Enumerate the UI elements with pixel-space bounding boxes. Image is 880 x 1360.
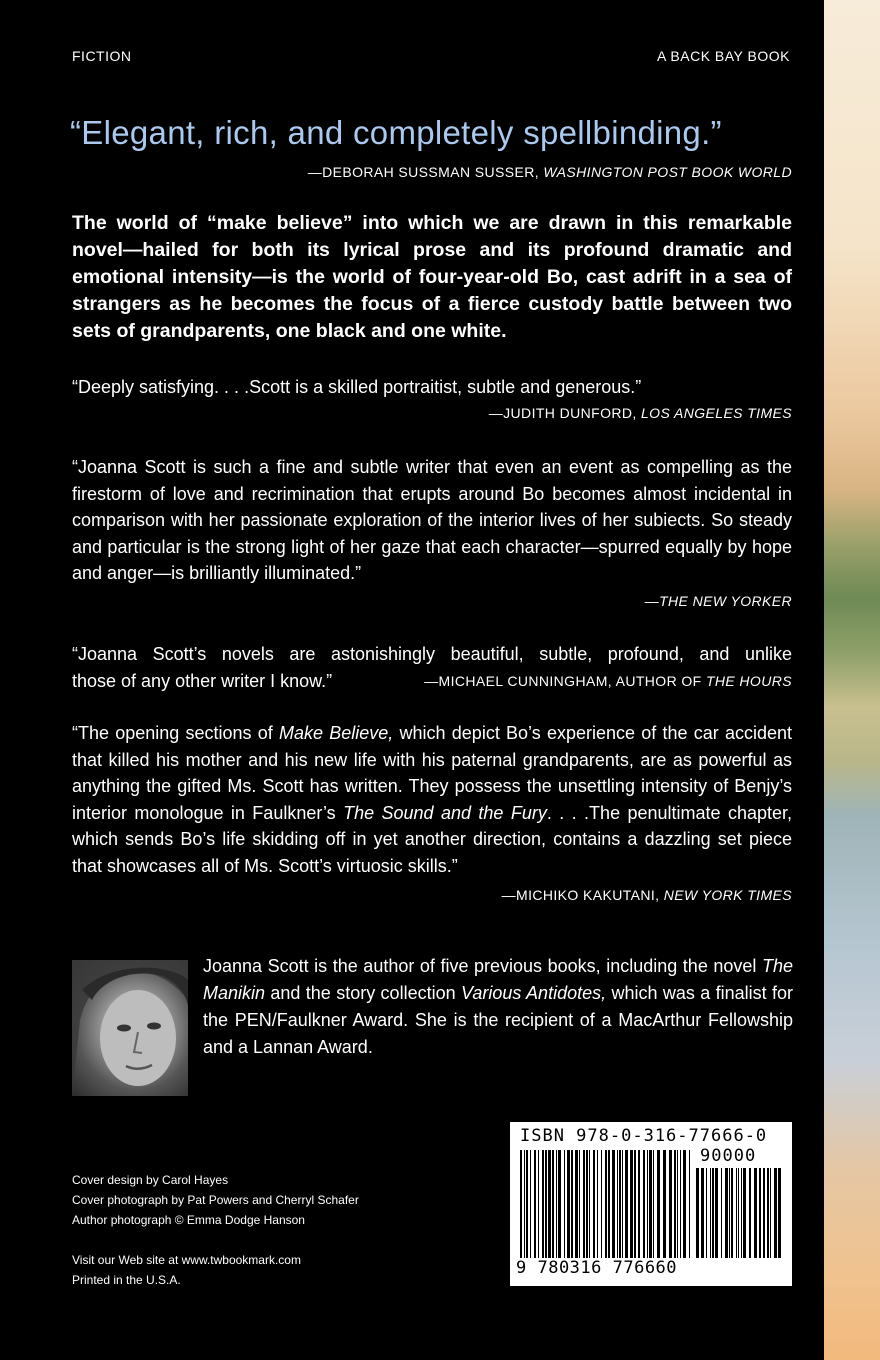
review-attribution-4: —MICHIKO KAKUTANI, NEW YORK TIMES	[501, 887, 792, 903]
barcode-digits: 9 780316 776660	[516, 1258, 678, 1278]
price-code: 90000	[700, 1146, 757, 1166]
price-barcode-bars	[696, 1168, 784, 1258]
review-quote-4: “The opening sections of Make Believe, which depict Bo’s experience of the car accident that killed his mother and his new life with his paternal grandparents, are as powerful as anything the gifted Ms. Scott has written. They possess the unsettling intensity of Benjy’s interior monologue in Faulkner’s The Sound and the Fury. . . .The penultimate chapter, which sends Bo’s life skidding off in yet another direction, contains a dazzling set piece that showcases all of Ms. Scott’s virtuosic skills.”	[72, 723, 793, 876]
ean-barcode-bars	[520, 1150, 694, 1258]
publisher-info	[72, 1250, 301, 1290]
cover-design-credit: Cover design by Carol Hayes	[72, 1173, 229, 1187]
cover-photo-credit: Cover photograph by Pat Powers and Cherryl Schafer	[72, 1193, 359, 1207]
publisher-label: A BACK BAY BOOK	[656, 48, 790, 64]
book-description: The world of “make believe” into which we are drawn in this remarkable novel—hailed for both its lyrical prose and its profound dramatic and emotional intensity—is the world of four-year-old Bo, cast adrift in a sea of strangers as he becomes the focus of a fierce custody battle between two sets of grandparents, one black and one white.	[72, 212, 792, 342]
photo-credits	[72, 1170, 359, 1230]
headline-attribution: —DEBORAH SUSSMAN SUSSER, WASHINGTON POST BOOK WORLD	[307, 164, 792, 180]
headline-quote: “Elegant, rich, and completely spellbinding.”	[70, 114, 722, 151]
website-link[interactable]: Visit our Web site at www.twbookmark.com	[72, 1253, 301, 1267]
review-quote-3-line2: those of any other writer I know.”	[72, 670, 333, 691]
author-photo-credit: Author photograph © Emma Dodge Hanson	[72, 1213, 305, 1227]
review-quote-2: “Joanna Scott is such a fine and subtle writer that even an event as compelling as the firestorm of love and recrimination that erupts around Bo becomes almost incidental in comparison with her passionate exploration of the interior lives of her subiects. So steady and particular is the strong light of her gaze that each character—spurred equally by hope and anger—is brilliantly illuminated.”	[72, 457, 792, 583]
author-photo	[72, 960, 188, 1096]
cover-spine-photo	[824, 0, 880, 1360]
isbn-number: ISBN 978-0-316-77666-0	[520, 1126, 768, 1146]
genre-label: FICTION	[72, 48, 132, 64]
review-attribution-1: —JUDITH DUNFORD, LOS ANGELES TIMES	[488, 405, 792, 421]
review-attribution-2: —THE NEW YORKER	[644, 593, 792, 609]
review-quote-1: “Deeply satisfying. . . .Scott is a skilled portraitist, subtle and generous.”	[72, 377, 642, 397]
review-attribution-3: —MICHAEL CUNNINGHAM, AUTHOR OF THE HOURS	[424, 673, 792, 689]
isbn-barcode	[510, 1122, 792, 1286]
author-bio: Joanna Scott is the author of five previous books, including the novel The Manikin and the story collection Various Antidotes, which was a finalist for the PEN/Faulkner Award. She is the recipient of a MacArthur Fellowship and a Lannan Award.	[203, 956, 794, 1057]
review-quote-3-line1: “Joanna Scott’s novels are astonishingly beautiful, subtle, profound, and unlike	[72, 644, 792, 664]
printed-note: Printed in the U.S.A.	[72, 1273, 181, 1287]
